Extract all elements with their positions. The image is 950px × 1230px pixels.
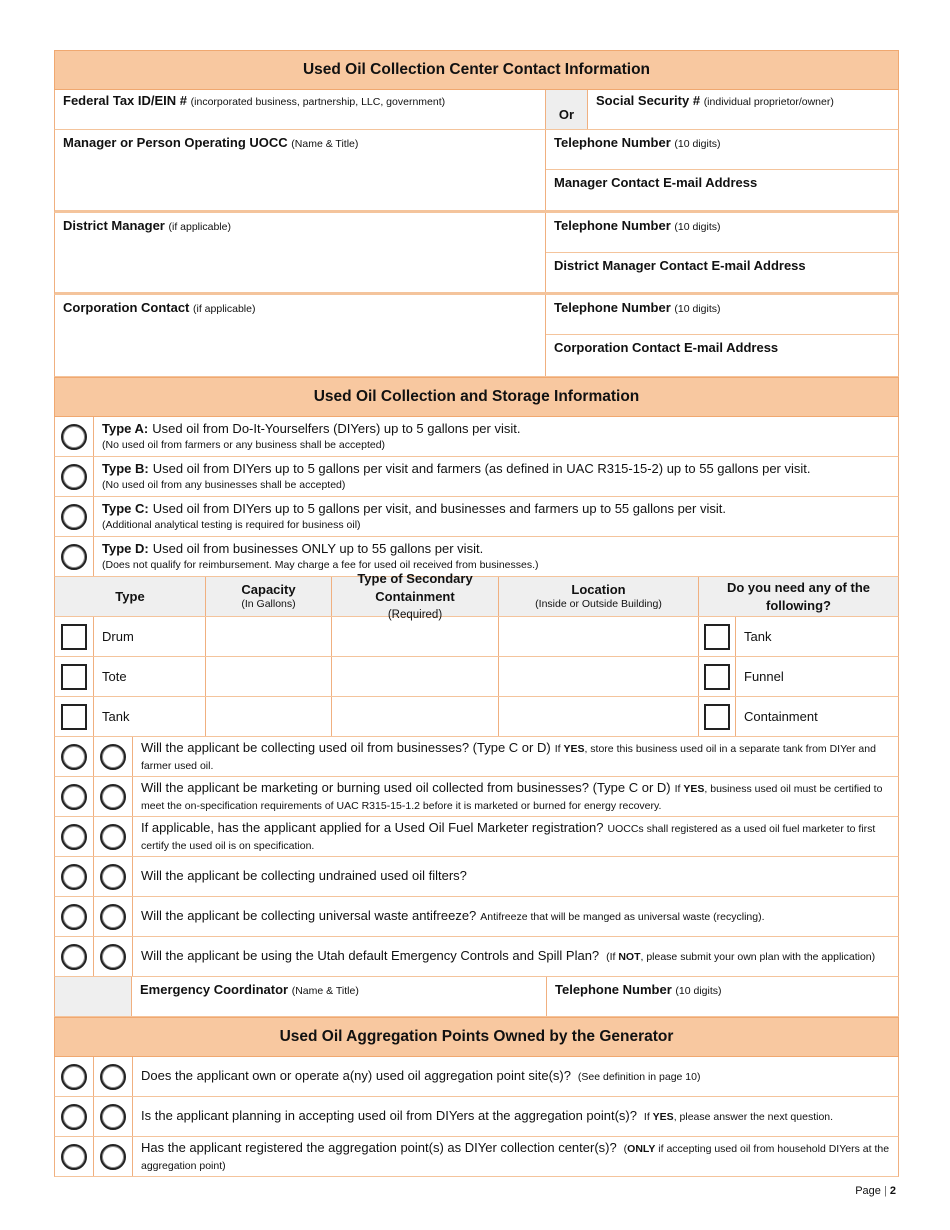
type-option-text [93, 537, 898, 576]
type-label: Type D: [102, 541, 149, 556]
district-phone-label: Telephone Number [554, 218, 671, 233]
yes-radio[interactable] [61, 784, 87, 810]
type-option-row [54, 457, 899, 497]
need-check-cell [698, 617, 735, 656]
no-cell [93, 937, 132, 976]
type-option-text [93, 417, 898, 456]
question-content [141, 1140, 890, 1174]
corporation-row [54, 295, 899, 377]
manager-row [54, 130, 899, 213]
no-radio[interactable] [100, 944, 126, 970]
question-row [54, 1057, 899, 1097]
capacity-note: (In Gallons) [241, 597, 296, 610]
no-radio[interactable] [100, 744, 126, 770]
question-content [141, 1068, 701, 1085]
table-row [54, 697, 899, 737]
manager-label: Manager or Person Operating UOCC [63, 135, 288, 150]
location-label: Location [571, 581, 626, 597]
question: Will the applicant be using the Utah default Emergency Controls and Spill Plan? [141, 948, 600, 963]
type-option-cell [55, 457, 93, 496]
corporation-email-label: Corporation Contact E-mail Address [554, 340, 779, 355]
question-note: (See definition in page 10) [574, 1071, 701, 1083]
no-cell [93, 857, 132, 896]
manager-phone-field[interactable] [546, 130, 898, 170]
type-radio[interactable] [61, 504, 87, 530]
corporation-label: Corporation Contact [63, 300, 190, 315]
no-cell [93, 897, 132, 936]
question-emphasis: NOT [618, 951, 641, 963]
manager-phone-label: Telephone Number [554, 135, 671, 150]
emergency-phone-label: Telephone Number [555, 982, 672, 997]
no-radio[interactable] [100, 1144, 126, 1170]
no-cell [93, 737, 132, 776]
corporation-email-field[interactable] [546, 335, 898, 376]
question-row [54, 817, 899, 857]
question-row [54, 777, 899, 817]
question-text [132, 897, 898, 936]
question-content [141, 1108, 833, 1125]
manager-email-field[interactable] [546, 170, 898, 210]
need-check-cell [698, 657, 735, 696]
question-content [141, 908, 765, 925]
containment-cell[interactable] [331, 697, 498, 736]
type-description: Used oil from Do-It-Yourselfers (DIYers) up to 5 gallons per visit. [152, 421, 521, 436]
emergency-spacer [55, 977, 131, 1016]
container-table-header [54, 570, 899, 621]
page-footer [855, 1185, 896, 1197]
fein-label: Federal Tax ID/EIN # [63, 93, 188, 108]
yes-cell [55, 1057, 93, 1096]
question-text [132, 937, 898, 976]
storage-section-header: Used Oil Collection and Storage Information [54, 377, 899, 417]
capacity-cell[interactable] [205, 657, 331, 696]
type-options [54, 417, 899, 577]
type-description: Used oil from DIYers up to 5 gallons per visit, and businesses and farmers up to 55 gallons per visit. [152, 501, 726, 516]
question: If applicable, has the applicant applied for a Used Oil Fuel Marketer registration? [141, 819, 604, 835]
need-item: Tank [735, 617, 898, 656]
question-content [141, 740, 890, 774]
question-text [132, 1137, 898, 1176]
type-name: Tank [93, 697, 205, 736]
corporation-contact-col [545, 295, 898, 376]
question-note: if accepting used oil from household DIYers at the aggregation point) [141, 1142, 890, 1172]
type-radio[interactable] [61, 544, 87, 570]
ssn-note: (individual proprietor/owner) [703, 96, 834, 108]
tax-id-row [54, 90, 899, 130]
type-note: (No used oil from any businesses shall be accepted) [102, 479, 346, 491]
question-text [132, 1057, 898, 1096]
type-option-row [54, 497, 899, 537]
no-radio[interactable] [100, 904, 126, 930]
type-option-cell [55, 497, 93, 536]
yes-cell [55, 937, 93, 976]
corporation-note: (if applicable) [193, 303, 256, 315]
col-containment [331, 570, 498, 621]
ssn-field[interactable] [587, 90, 898, 129]
col-type: Type [115, 589, 145, 604]
yes-cell [55, 777, 93, 816]
need-checkbox[interactable] [704, 624, 730, 650]
aggregation-questions [54, 1057, 899, 1177]
yes-radio[interactable] [61, 904, 87, 930]
type-note: (Additional analytical testing is required for business oil) [102, 519, 361, 531]
yes-cell [55, 737, 93, 776]
question-row [54, 897, 899, 937]
table-row [54, 617, 899, 657]
no-radio[interactable] [100, 1104, 126, 1130]
need-check-cell [698, 697, 735, 736]
yes-radio[interactable] [61, 1064, 87, 1090]
yes-radio[interactable] [61, 1144, 87, 1170]
ssn-label: Social Security # [596, 93, 701, 108]
corporation-field[interactable] [55, 295, 545, 376]
type-radio[interactable] [61, 464, 87, 490]
or-label [545, 90, 587, 129]
question-emphasis: YES [683, 782, 705, 795]
district-contact-col [545, 213, 898, 292]
question-text [132, 777, 898, 816]
manager-field[interactable] [55, 130, 545, 210]
yes-radio[interactable] [61, 824, 87, 850]
containment-note: (Required) [387, 608, 443, 621]
question-text [132, 1097, 898, 1136]
question-row [54, 937, 899, 977]
location-cell[interactable] [498, 617, 698, 656]
type-check-cell [55, 617, 93, 656]
location-cell[interactable] [498, 697, 698, 736]
question-prefix: If [554, 742, 564, 755]
question-emphasis: YES [563, 742, 585, 755]
district-phone-note: (10 digits) [674, 221, 721, 233]
type-option-row [54, 417, 899, 457]
yes-radio[interactable] [61, 1104, 87, 1130]
no-cell [93, 1137, 132, 1176]
fein-note: (incorporated business, partnership, LLC, government) [190, 96, 446, 108]
question-prefix: If [641, 1111, 653, 1123]
question-note: , please answer the next question. [673, 1111, 834, 1123]
question-prefix: If [674, 782, 684, 795]
no-radio[interactable] [100, 824, 126, 850]
question-note: , store this business used oil in a separate tank from DIYer and farmer used oil. [141, 742, 876, 772]
page-number: 2 [889, 1185, 896, 1197]
manager-note: (Name & Title) [291, 138, 359, 150]
yes-radio[interactable] [61, 944, 87, 970]
yes-radio[interactable] [61, 864, 87, 890]
type-note: (Does not qualify for reimbursement. May charge a fee for used oil received from businesses.) [102, 559, 539, 571]
district-note: (if applicable) [168, 221, 231, 233]
or-text: Or [558, 107, 575, 122]
question-content [141, 780, 890, 814]
manager-phone-note: (10 digits) [674, 138, 721, 150]
type-option-text [93, 497, 898, 536]
capacity-label: Capacity [241, 581, 296, 597]
district-label: District Manager [63, 218, 165, 233]
question: Has the applicant registered the aggregation point(s) as DIYer collection center(s)? [141, 1139, 617, 1155]
table-row [54, 657, 899, 697]
col-capacity [205, 577, 331, 616]
aggregation-section-header: Used Oil Aggregation Points Owned by the Generator [54, 1017, 899, 1057]
type-option-cell [55, 537, 93, 576]
question: Does the applicant own or operate a(ny) used oil aggregation point site(s)? [141, 1068, 571, 1083]
no-radio[interactable] [100, 1064, 126, 1090]
type-radio[interactable] [61, 424, 87, 450]
type-label: Type A: [102, 421, 149, 436]
type-option-cell [55, 417, 93, 456]
question-note: , business used oil must be certified to meet the on-specification requirements of UAC R315-15-1.2 before it is marketed or burned for energy recovery. [141, 782, 883, 812]
manager-email-label: Manager Contact E-mail Address [554, 175, 758, 190]
yes-cell [55, 897, 93, 936]
col-need: Do you need any of the following? [698, 577, 898, 616]
question-prefix: (If [603, 951, 619, 963]
type-name: Drum [93, 617, 205, 656]
type-checkbox[interactable] [61, 704, 87, 730]
container-table-body [54, 617, 899, 737]
emergency-coordinator-field[interactable] [131, 977, 546, 1016]
question-emphasis: ONLY [627, 1142, 656, 1155]
question-content [141, 948, 875, 965]
question: Will the applicant be collecting universal waste antifreeze? [141, 908, 477, 923]
emergency-coordinator-label: Emergency Coordinator [140, 982, 289, 997]
need-checkbox[interactable] [704, 664, 730, 690]
question: Will the applicant be marketing or burning used oil collected from businesses? (Type C or D) [141, 779, 671, 795]
district-email-field[interactable] [546, 253, 898, 292]
containment-cell[interactable] [331, 657, 498, 696]
no-radio[interactable] [100, 784, 126, 810]
containment-label: Type of Secondary Containment [357, 570, 473, 604]
location-note: (Inside or Outside Building) [535, 597, 662, 610]
question-content [141, 868, 471, 885]
manager-contact-col [545, 130, 898, 210]
question-emphasis: YES [652, 1111, 674, 1123]
yes-cell [55, 1137, 93, 1176]
yes-cell [55, 1097, 93, 1136]
form [54, 50, 899, 1177]
question-prefix: ( [620, 1142, 628, 1155]
question-row [54, 737, 899, 777]
question-text [132, 857, 898, 896]
question-row [54, 1137, 899, 1177]
type-description: Used oil from businesses ONLY up to 55 gallons per visit. [152, 541, 484, 556]
question-row [54, 857, 899, 897]
no-cell [93, 1057, 132, 1096]
page-separator: | [883, 1185, 887, 1197]
type-option-text [93, 457, 898, 496]
emergency-phone-field[interactable] [546, 977, 898, 1016]
type-label: Type C: [102, 501, 149, 516]
contact-section-header: Used Oil Collection Center Contact Information [54, 50, 899, 90]
corporation-phone-field[interactable] [546, 295, 898, 335]
emergency-row [54, 977, 899, 1017]
page-label: Page [855, 1185, 881, 1197]
fein-field[interactable] [55, 90, 545, 129]
storage-questions [54, 737, 899, 977]
question-note: Antifreeze that will be manged as universal waste (recycling). [480, 911, 765, 923]
need-item: Funnel [735, 657, 898, 696]
type-check-cell [55, 657, 93, 696]
question-row [54, 1097, 899, 1137]
corporation-phone-label: Telephone Number [554, 300, 671, 315]
district-email-label: District Manager Contact E-mail Address [554, 258, 806, 273]
type-note: (No used oil from farmers or any business shall be accepted) [102, 439, 386, 451]
type-check-cell [55, 697, 93, 736]
district-row [54, 213, 899, 295]
no-cell [93, 1097, 132, 1136]
district-phone-field[interactable] [546, 213, 898, 253]
question: Will the applicant be collecting used oil from businesses? (Type C or D) [141, 739, 551, 755]
question-text [132, 817, 898, 856]
col-location [498, 577, 698, 616]
question: Is the applicant planning in accepting used oil from DIYers at the aggregation point(s)? [141, 1108, 637, 1123]
type-description: Used oil from DIYers up to 5 gallons per visit and farmers (as defined in UAC R315-15-2) up to 55 gallons per visit. [152, 461, 811, 476]
question-note: , please submit your own plan with the application) [640, 951, 876, 963]
yes-cell [55, 857, 93, 896]
type-name: Tote [93, 657, 205, 696]
question-text [132, 737, 898, 776]
emergency-coordinator-note: (Name & Title) [291, 985, 359, 997]
location-cell[interactable] [498, 657, 698, 696]
yes-radio[interactable] [61, 744, 87, 770]
capacity-cell[interactable] [205, 697, 331, 736]
need-checkbox[interactable] [704, 704, 730, 730]
emergency-phone-note: (10 digits) [675, 985, 722, 997]
type-checkbox[interactable] [61, 664, 87, 690]
capacity-cell[interactable] [205, 617, 331, 656]
no-radio[interactable] [100, 864, 126, 890]
district-field[interactable] [55, 213, 545, 292]
yes-cell [55, 817, 93, 856]
containment-cell[interactable] [331, 617, 498, 656]
type-label: Type B: [102, 461, 149, 476]
no-cell [93, 817, 132, 856]
corporation-phone-note: (10 digits) [674, 303, 721, 315]
need-item: Containment [735, 697, 898, 736]
question: Will the applicant be collecting undrained used oil filters? [141, 868, 467, 883]
question-note: UOCCs shall registered as a used oil fuel marketer to first certify the used oil is on specification. [141, 822, 876, 852]
type-checkbox[interactable] [61, 624, 87, 650]
no-cell [93, 777, 132, 816]
question-content [141, 820, 890, 854]
